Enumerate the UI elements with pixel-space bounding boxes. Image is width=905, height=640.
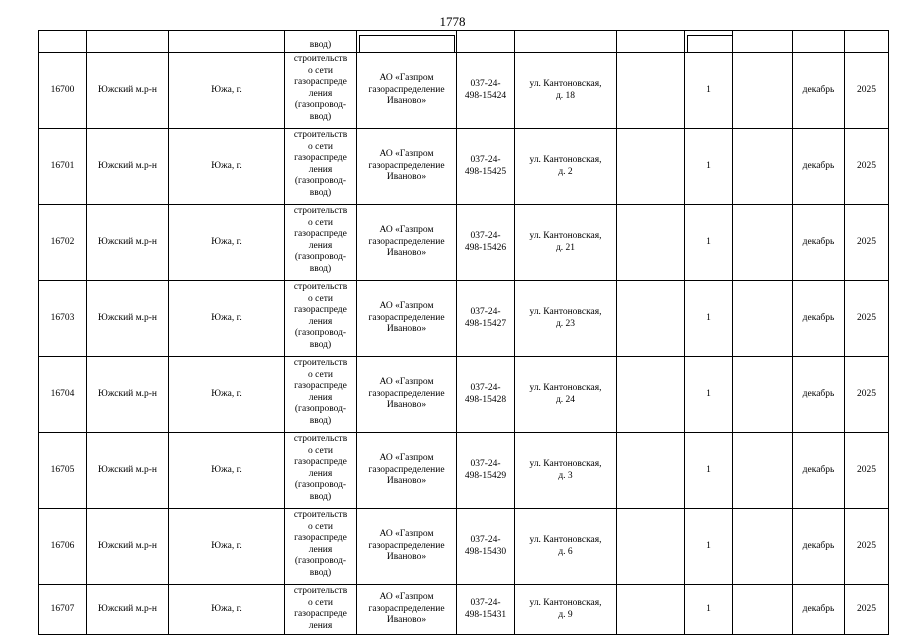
cell-work-line: газораспреде xyxy=(294,153,347,163)
cell-work-line: о сети xyxy=(308,597,333,608)
cell-empty xyxy=(617,205,685,281)
cell-org xyxy=(357,53,457,129)
cell-district: Южский м.р-н xyxy=(87,281,169,357)
cell-work-line: ввод) xyxy=(309,339,332,350)
cell-qty-top xyxy=(685,31,733,53)
cell-id: 16700 xyxy=(39,53,87,129)
cell-work-line: ления xyxy=(308,88,333,99)
cell-org-line: газораспределение xyxy=(368,540,445,551)
cell-month: декабрь xyxy=(793,585,845,635)
cell-month: декабрь xyxy=(793,281,845,357)
cell-address-line: ул. Кантоновская, xyxy=(529,155,602,165)
cell-code-line: 037-24- xyxy=(470,459,501,469)
cell-address-line: ул. Кантоновская, xyxy=(529,383,602,393)
cell-empty xyxy=(39,31,87,53)
cell-district: Южский м.р-н xyxy=(87,433,169,509)
cell-org-line: АО «Газпром xyxy=(379,149,434,160)
cell-org-line: Иваново» xyxy=(386,248,427,259)
cell-work-line: ввод) xyxy=(309,187,332,198)
cell-work-line: строительств xyxy=(293,358,348,368)
cell-empty xyxy=(733,585,793,635)
cell-work-line: ления xyxy=(308,164,333,175)
cell-address-line: д. 18 xyxy=(555,90,576,101)
cell-qty: 1 xyxy=(685,357,733,433)
cell-work-line: (газопровод- xyxy=(294,556,347,566)
cell-work-line: строительств xyxy=(293,282,348,292)
cell-code xyxy=(457,53,515,129)
cell-locality: Южа, г. xyxy=(169,281,285,357)
cell-empty xyxy=(733,509,793,585)
cell-empty xyxy=(617,433,685,509)
cell-code-line: 037-24- xyxy=(470,79,501,89)
cell-locality: Южа, г. xyxy=(169,585,285,635)
inner-box xyxy=(687,35,733,52)
inner-box xyxy=(359,35,455,52)
cell-address xyxy=(515,357,617,433)
cell-id: 16703 xyxy=(39,281,87,357)
cell-year: 2025 xyxy=(845,433,889,509)
cell-district: Южский м.р-н xyxy=(87,357,169,433)
cell-work-line: (газопровод- xyxy=(294,176,347,186)
cell-org-line: АО «Газпром xyxy=(379,73,434,84)
cell-code-line: 498-15426 xyxy=(464,242,507,253)
cell-empty xyxy=(733,129,793,205)
cell-empty xyxy=(733,31,793,53)
cell-address-line: ул. Кантоновская, xyxy=(529,307,602,317)
cell-address-line: ул. Кантоновская, xyxy=(529,459,602,469)
cell-qty: 1 xyxy=(685,205,733,281)
cell-month: декабрь xyxy=(793,129,845,205)
cell-work-line: газораспреде xyxy=(294,77,347,87)
cell-work-line: ления xyxy=(308,316,333,327)
cell-org-line: газораспределение xyxy=(368,236,445,247)
cell-empty xyxy=(617,31,685,53)
cell-address xyxy=(515,509,617,585)
cell-org-line: АО «Газпром xyxy=(379,225,434,236)
cell-empty xyxy=(733,281,793,357)
cell-code-line: 037-24- xyxy=(470,598,501,608)
cell-org xyxy=(357,585,457,635)
cell-org-line: АО «Газпром xyxy=(379,377,434,388)
cell-work-tail: ввод) xyxy=(285,31,357,53)
cell-code-line: 498-15430 xyxy=(464,546,507,557)
cell-qty: 1 xyxy=(685,509,733,585)
cell-locality: Южа, г. xyxy=(169,129,285,205)
cell-org xyxy=(357,433,457,509)
cell-org xyxy=(357,357,457,433)
cell-work xyxy=(285,205,357,281)
cell-locality: Южа, г. xyxy=(169,205,285,281)
table-row xyxy=(39,281,889,357)
cell-work-line: строительств xyxy=(293,434,348,444)
cell-work-line: о сети xyxy=(308,65,333,76)
cell-org-line: АО «Газпром xyxy=(379,453,434,464)
cell-empty xyxy=(617,585,685,635)
cell-code xyxy=(457,205,515,281)
table-row xyxy=(39,433,889,509)
cell-code-line: 498-15429 xyxy=(464,470,507,481)
cell-work-line: газораспреде xyxy=(294,305,347,315)
cell-work-line: о сети xyxy=(308,217,333,228)
cell-work-line: ввод) xyxy=(309,491,332,502)
cell-empty xyxy=(617,357,685,433)
cell-org-line: Иваново» xyxy=(386,324,427,335)
table-row xyxy=(39,585,889,635)
cell-locality: Южа, г. xyxy=(169,509,285,585)
cell-empty xyxy=(169,31,285,53)
cell-work-line: (газопровод- xyxy=(294,100,347,110)
cell-empty xyxy=(733,433,793,509)
cell-id: 16706 xyxy=(39,509,87,585)
table-row-continued xyxy=(39,31,889,53)
cell-org xyxy=(357,509,457,585)
cell-month: декабрь xyxy=(793,509,845,585)
cell-work-line: строительств xyxy=(293,130,348,140)
cell-work-line: о сети xyxy=(308,521,333,532)
cell-month: декабрь xyxy=(793,357,845,433)
cell-work-line: ления xyxy=(308,620,333,631)
table-body xyxy=(39,31,889,635)
cell-work-line: (газопровод- xyxy=(294,328,347,338)
cell-address xyxy=(515,281,617,357)
cell-locality: Южа, г. xyxy=(169,433,285,509)
cell-empty xyxy=(617,281,685,357)
table-row xyxy=(39,53,889,129)
cell-work-line: ввод) xyxy=(309,111,332,122)
cell-address xyxy=(515,205,617,281)
cell-year: 2025 xyxy=(845,129,889,205)
cell-address xyxy=(515,433,617,509)
cell-address-line: д. 6 xyxy=(558,546,573,557)
cell-code-line: 037-24- xyxy=(470,535,501,545)
cell-code xyxy=(457,129,515,205)
registry-table xyxy=(38,30,889,635)
cell-org-line: Иваново» xyxy=(386,476,427,487)
cell-org xyxy=(357,205,457,281)
cell-id: 16701 xyxy=(39,129,87,205)
cell-work-line: газораспреде xyxy=(294,457,347,467)
cell-work-line: строительств xyxy=(293,54,348,64)
cell-year: 2025 xyxy=(845,53,889,129)
cell-locality: Южа, г. xyxy=(169,53,285,129)
table-row xyxy=(39,509,889,585)
cell-work-line: ления xyxy=(308,240,333,251)
cell-work xyxy=(285,53,357,129)
cell-org-line: Иваново» xyxy=(386,96,427,107)
cell-org-line: Иваново» xyxy=(386,615,427,626)
cell-address-line: д. 21 xyxy=(555,242,576,253)
cell-month: декабрь xyxy=(793,433,845,509)
cell-qty: 1 xyxy=(685,433,733,509)
cell-empty xyxy=(733,53,793,129)
cell-work xyxy=(285,433,357,509)
cell-org-line: Иваново» xyxy=(386,400,427,411)
cell-work-line: газораспреде xyxy=(294,533,347,543)
cell-org-line: Иваново» xyxy=(386,172,427,183)
cell-work-line: строительств xyxy=(293,510,348,520)
cell-work-line: газораспреде xyxy=(294,609,347,619)
cell-year: 2025 xyxy=(845,281,889,357)
cell-code-line: 498-15428 xyxy=(464,394,507,405)
table-row xyxy=(39,129,889,205)
cell-work-line: о сети xyxy=(308,293,333,304)
cell-work-line: (газопровод- xyxy=(294,252,347,262)
cell-empty xyxy=(87,31,169,53)
table-row xyxy=(39,357,889,433)
cell-work-line: ввод) xyxy=(309,263,332,274)
cell-empty xyxy=(617,129,685,205)
cell-address-line: д. 2 xyxy=(558,166,573,177)
cell-address-line: д. 24 xyxy=(555,394,576,405)
cell-work-line: ления xyxy=(308,392,333,403)
cell-code-line: 037-24- xyxy=(470,231,501,241)
cell-work-line: строительств xyxy=(293,206,348,216)
cell-empty xyxy=(617,509,685,585)
cell-org-top xyxy=(357,31,457,53)
cell-org-line: газораспределение xyxy=(368,388,445,399)
cell-code-line: 037-24- xyxy=(470,307,501,317)
cell-org xyxy=(357,281,457,357)
cell-work-line: ввод) xyxy=(309,415,332,426)
cell-year: 2025 xyxy=(845,205,889,281)
cell-work-line: ления xyxy=(308,544,333,555)
cell-work xyxy=(285,509,357,585)
cell-empty xyxy=(617,53,685,129)
cell-id: 16704 xyxy=(39,357,87,433)
cell-empty xyxy=(733,357,793,433)
cell-code xyxy=(457,585,515,635)
cell-id: 16705 xyxy=(39,433,87,509)
cell-code-line: 498-15425 xyxy=(464,166,507,177)
cell-code-line: 498-15424 xyxy=(464,90,507,101)
cell-work xyxy=(285,281,357,357)
cell-district: Южский м.р-н xyxy=(87,129,169,205)
cell-id: 16702 xyxy=(39,205,87,281)
cell-work xyxy=(285,585,357,635)
cell-empty xyxy=(515,31,617,53)
cell-code-line: 037-24- xyxy=(470,383,501,393)
cell-org-line: газораспределение xyxy=(368,464,445,475)
cell-qty: 1 xyxy=(685,129,733,205)
cell-address-line: ул. Кантоновская, xyxy=(529,535,602,545)
cell-work-line: газораспреде xyxy=(294,381,347,391)
cell-org-line: Иваново» xyxy=(386,552,427,563)
cell-org-line: АО «Газпром xyxy=(379,529,434,540)
cell-district: Южский м.р-н xyxy=(87,205,169,281)
cell-address xyxy=(515,585,617,635)
cell-qty: 1 xyxy=(685,53,733,129)
cell-org-line: газораспределение xyxy=(368,160,445,171)
cell-address-line: ул. Кантоновская, xyxy=(529,598,602,608)
cell-code-line: 037-24- xyxy=(470,155,501,165)
cell-work-line: о сети xyxy=(308,369,333,380)
cell-month: декабрь xyxy=(793,53,845,129)
cell-district: Южский м.р-н xyxy=(87,509,169,585)
cell-empty xyxy=(457,31,515,53)
cell-code xyxy=(457,357,515,433)
cell-year: 2025 xyxy=(845,585,889,635)
cell-empty xyxy=(733,205,793,281)
cell-address xyxy=(515,53,617,129)
cell-address-line: д. 9 xyxy=(558,609,573,620)
cell-work xyxy=(285,129,357,205)
cell-district: Южский м.р-н xyxy=(87,585,169,635)
cell-org xyxy=(357,129,457,205)
cell-address-line: ул. Кантоновская, xyxy=(529,79,602,89)
cell-month: декабрь xyxy=(793,205,845,281)
cell-work-line: ления xyxy=(308,468,333,479)
cell-work-line: газораспреде xyxy=(294,229,347,239)
cell-org-line: АО «Газпром xyxy=(379,592,434,603)
page-number: 1778 xyxy=(439,14,466,29)
cell-work-line: (газопровод- xyxy=(294,404,347,414)
cell-org-line: газораспределение xyxy=(368,312,445,323)
cell-empty xyxy=(793,31,845,53)
cell-year: 2025 xyxy=(845,357,889,433)
cell-work-line: (газопровод- xyxy=(294,480,347,490)
cell-year: 2025 xyxy=(845,509,889,585)
cell-code xyxy=(457,509,515,585)
cell-work xyxy=(285,357,357,433)
cell-org-line: АО «Газпром xyxy=(379,301,434,312)
cell-code xyxy=(457,281,515,357)
cell-qty: 1 xyxy=(685,585,733,635)
cell-locality: Южа, г. xyxy=(169,357,285,433)
cell-empty xyxy=(845,31,889,53)
cell-code-line: 498-15431 xyxy=(464,609,507,620)
cell-org-line: газораспределение xyxy=(368,603,445,614)
cell-address-line: д. 3 xyxy=(558,470,573,481)
cell-code xyxy=(457,433,515,509)
cell-work-line: ввод) xyxy=(309,567,332,578)
cell-address-line: д. 23 xyxy=(555,318,576,329)
cell-code-line: 498-15427 xyxy=(464,318,507,329)
cell-work-line: строительств xyxy=(293,586,348,596)
cell-work-line: о сети xyxy=(308,141,333,152)
cell-qty: 1 xyxy=(685,281,733,357)
cell-org-line: газораспределение xyxy=(368,84,445,95)
cell-address xyxy=(515,129,617,205)
cell-address-line: ул. Кантоновская, xyxy=(529,231,602,241)
table-row xyxy=(39,205,889,281)
cell-id: 16707 xyxy=(39,585,87,635)
cell-district: Южский м.р-н xyxy=(87,53,169,129)
cell-work-line: о сети xyxy=(308,445,333,456)
